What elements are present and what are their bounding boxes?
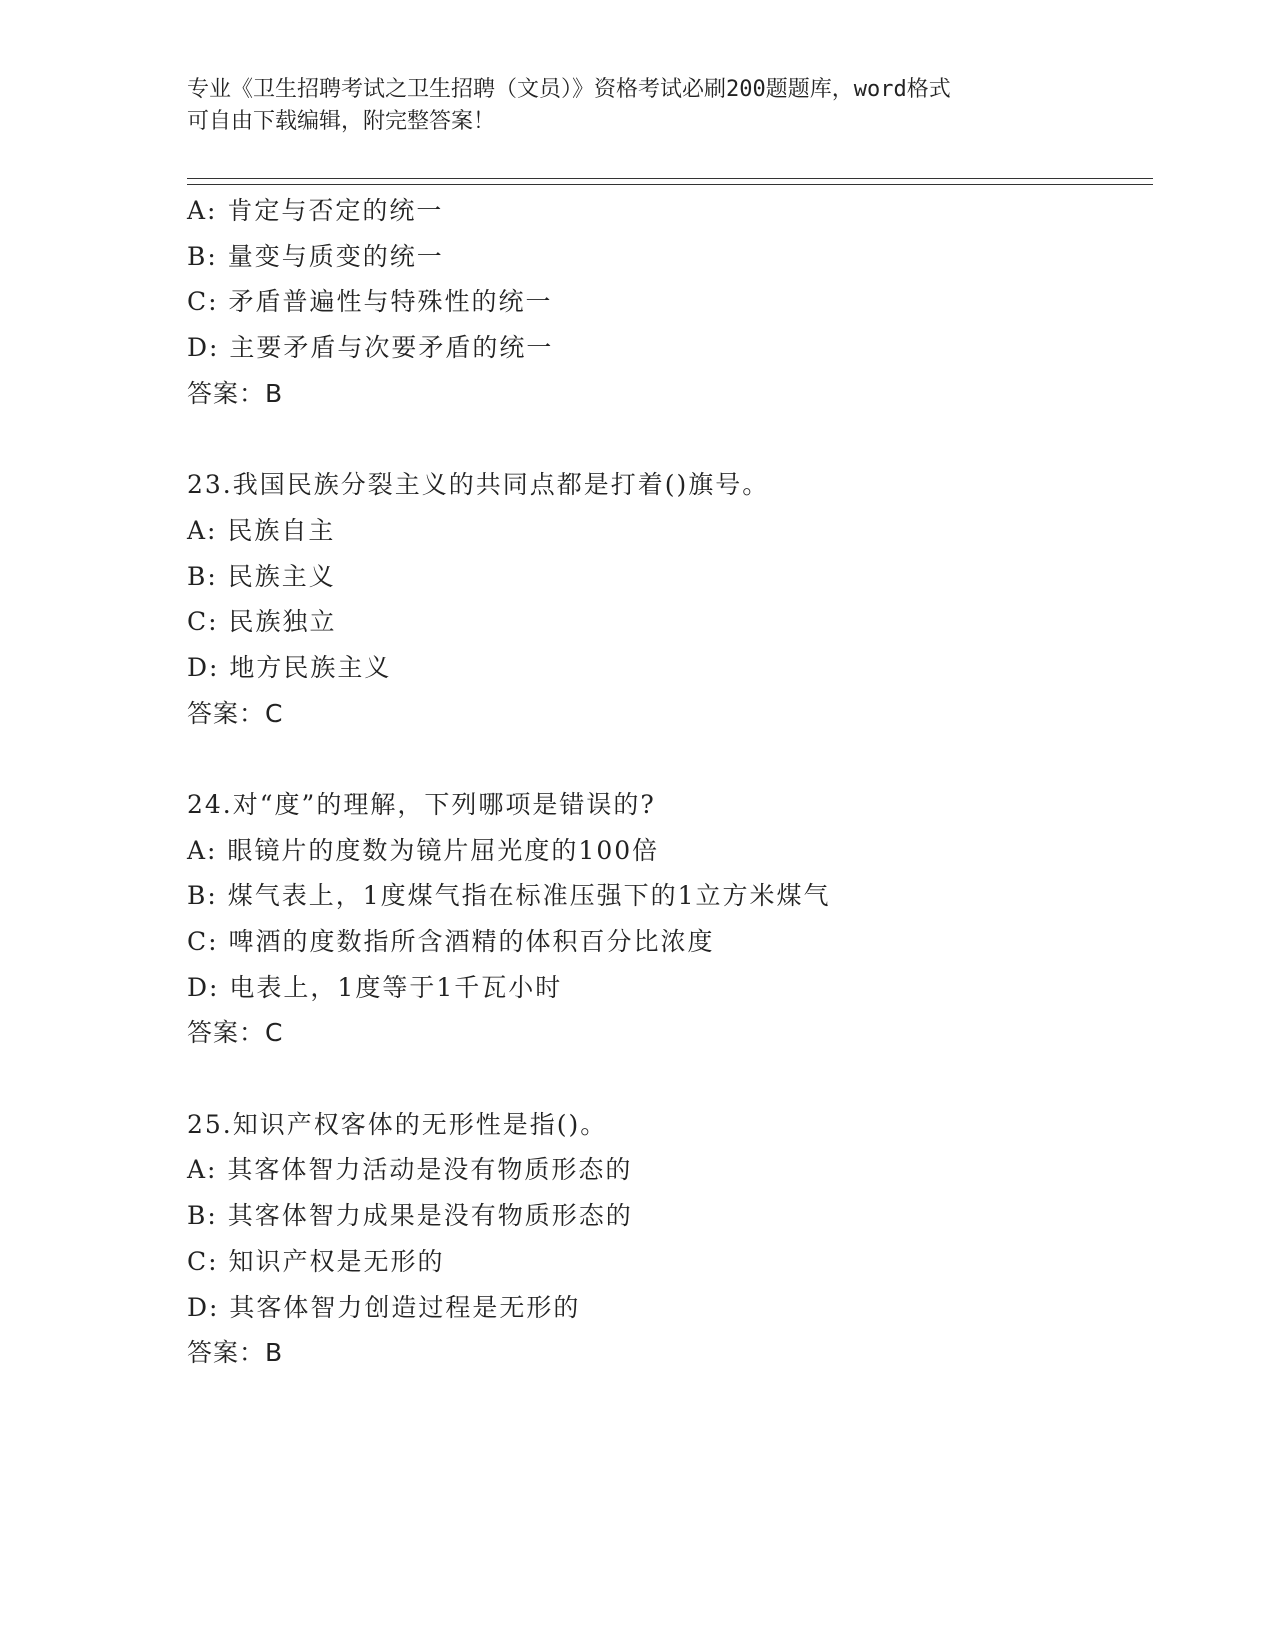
- question-text: 25.知识产权客体的无形性是指()。: [187, 1109, 608, 1139]
- question-block-25: [187, 1102, 1153, 1376]
- option-c: C: 知识产权是无形的: [187, 1246, 445, 1276]
- option-d: D: 其客体智力创造过程是无形的: [187, 1292, 581, 1322]
- spacer: [187, 736, 1153, 782]
- answer-line: 答案：C: [187, 698, 284, 728]
- option-b: B: 民族主义: [187, 561, 336, 591]
- option-c: C: 民族独立: [187, 607, 337, 637]
- answer-line: 答案：B: [187, 1338, 284, 1368]
- header-divider-top: [187, 178, 1153, 179]
- header-title-line-2: 可自由下载编辑，附完整答案！: [187, 109, 496, 134]
- option-d: D: 主要矛盾与次要矛盾的统一: [187, 333, 554, 363]
- option-c: C: 矛盾普遍性与特殊性的统一: [187, 287, 553, 317]
- question-block-22: [187, 188, 1153, 416]
- spacer: [187, 1056, 1153, 1102]
- answer-line: 答案：C: [187, 1018, 284, 1048]
- spacer: [187, 416, 1153, 462]
- question-block-23: [187, 462, 1153, 736]
- question-list: [187, 188, 1153, 1376]
- option-a: A: 肯定与否定的统一: [187, 196, 444, 225]
- header-divider-bottom: [187, 184, 1153, 185]
- question-text: 24.对“度”的理解，下列哪项是错误的?: [187, 789, 656, 819]
- option-b: B: 煤气表上，1度煤气指在标准压强下的1立方米煤气: [187, 881, 831, 911]
- option-a: A: 其客体智力活动是没有物质形态的: [187, 1155, 633, 1185]
- question-text: 23.我国民族分裂主义的共同点都是打着()旗号。: [187, 470, 770, 500]
- header-title-line-1: 专业《卫生招聘考试之卫生招聘（文员）》资格考试必刷200题题库，word格式: [187, 77, 951, 102]
- answer-line: 答案：B: [187, 378, 284, 408]
- option-b: B: 量变与质变的统一: [187, 241, 444, 271]
- document-header: [187, 74, 1087, 138]
- option-b: B: 其客体智力成果是没有物质形态的: [187, 1201, 633, 1231]
- option-d: D: 电表上，1度等于1千瓦小时: [187, 972, 563, 1002]
- option-a: A: 眼镜片的度数为镜片屈光度的100倍: [187, 835, 660, 865]
- option-c: C: 啤酒的度数指所含酒精的体积百分比浓度: [187, 927, 715, 956]
- question-block-24: [187, 782, 1153, 1056]
- option-d: D: 地方民族主义: [187, 652, 392, 682]
- option-a: A: 民族自主: [187, 515, 336, 545]
